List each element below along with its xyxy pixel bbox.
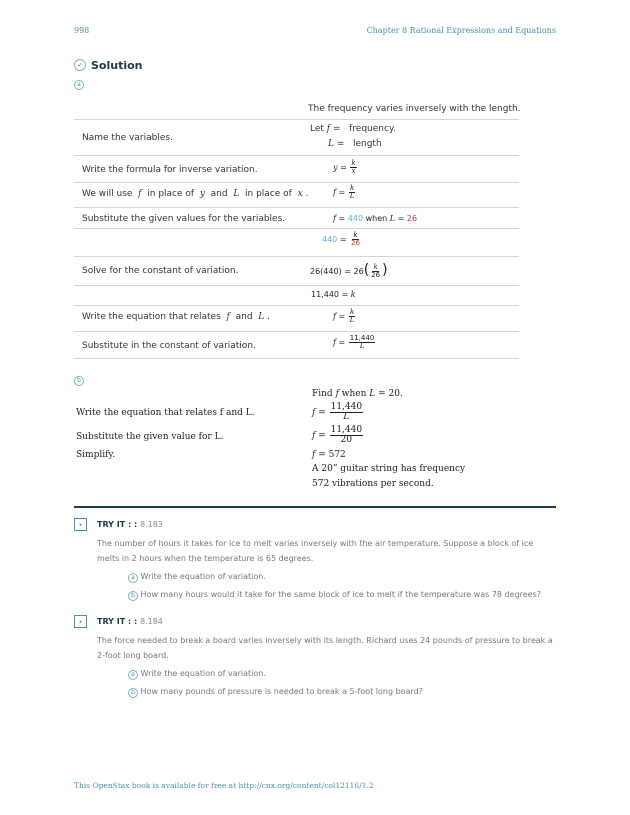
- let-l-line: L = length: [328, 139, 382, 149]
- footer-note: This OpenStax book is available for free at http://cnx.org/content/col12116/1.2: [74, 781, 374, 790]
- part-b-marker: b: [74, 376, 84, 386]
- table-divider: [74, 228, 519, 229]
- inverse-formula: y = $\frac{k}{x}$: [333, 159, 356, 175]
- part-b-find: Find f when L = 20.: [312, 389, 403, 399]
- table-divider: [74, 182, 519, 183]
- table-divider: [74, 285, 519, 286]
- b-conclusion-line1: A 20” guitar string has frequency: [312, 464, 466, 474]
- try-it-text: The force needed to break a board varies inversely with its length. Richard uses 24 pounds of pressure to break a 2-foot long board.: [97, 636, 553, 660]
- row-label-inverse-formula: Write the formula for inverse variation.: [82, 165, 258, 175]
- relation-formula: f = $\frac{k}{L}$: [333, 308, 355, 324]
- b-row-label-simplify: Simplify.: [76, 450, 116, 460]
- try-it-item: b How many pounds of pressure is needed to break a 5-foot long board?: [128, 687, 423, 698]
- row-label-name-variables: Name the variables.: [82, 133, 173, 143]
- try-it-heading: TRY IT : : 8.184: [97, 617, 163, 626]
- row-label-solve-constant: Solve for the constant of variation.: [82, 266, 239, 276]
- try-it-text: The number of hours it takes for ice to melt varies inversely with the air temperature. Suppose a block of ice melts in 2 hours when the temperature is 65 degrees.: [97, 539, 534, 563]
- final-formula-a: f = $\frac{11,440}{L}$: [333, 334, 375, 350]
- row-label-substitute-constant: Substitute in the constant of variation.: [82, 341, 256, 351]
- b-result: f = 572: [312, 450, 346, 460]
- table-divider: [74, 207, 519, 208]
- b-row-label-relate: Write the equation that relates f and L.: [76, 408, 255, 418]
- table-divider: [74, 155, 519, 156]
- table-divider: [74, 119, 519, 120]
- b-conclusion-line2: 572 vibrations per second.: [312, 479, 434, 489]
- try-it-item: a Write the equation of variation.: [128, 669, 266, 680]
- part-a-marker: a: [74, 80, 84, 90]
- let-f-line: Let f = frequency.: [310, 124, 396, 134]
- section-separator: [74, 506, 556, 508]
- check-circle-icon: ✓: [74, 59, 86, 71]
- multiply-both-sides: 26(440) = 26( $\frac{k}{26}$ ): [310, 262, 388, 279]
- try-it-item: a Write the equation of variation.: [128, 572, 266, 583]
- chevron-right-icon[interactable]: ›: [74, 615, 87, 628]
- table-divider: [74, 331, 519, 332]
- try-it-item: b How many hours would it take for the same block of ice to melt if the temperature was 78 degrees?: [128, 590, 541, 601]
- chapter-title: Chapter 8 Rational Expressions and Equations: [366, 26, 556, 35]
- table-divider: [74, 256, 519, 257]
- row-label-substitute-given: Substitute the given values for the variables.: [82, 214, 286, 224]
- given-values: f = 440 when L = 26: [333, 214, 418, 223]
- b-relation-formula: f = $\frac{11,440}{L}$: [312, 402, 363, 422]
- constant-result: 11,440 = k: [311, 290, 356, 299]
- page-number: 998: [74, 26, 90, 35]
- substituted-equation: 440 = $\frac{k}{26}$: [322, 231, 360, 247]
- table-divider: [74, 358, 519, 359]
- row-label-relate-f-l: Write the equation that relates f and L .: [82, 312, 270, 322]
- solution-title: Solution: [91, 59, 143, 72]
- b-row-label-substitute: Substitute the given value for L.: [76, 432, 224, 442]
- f-formula: f = $\frac{k}{L}$: [333, 184, 355, 200]
- table-divider: [74, 305, 519, 306]
- try-it-heading: TRY IT : : 8.183: [97, 520, 163, 529]
- part-a-intro: The frequency varies inversely with the length.: [308, 104, 521, 114]
- row-label-replace-vars: We will use f in place of y and L in place of x .: [82, 189, 309, 199]
- b-substituted-formula: f = $\frac{11,440}{20}$: [312, 425, 363, 445]
- chevron-right-icon[interactable]: ›: [74, 518, 87, 531]
